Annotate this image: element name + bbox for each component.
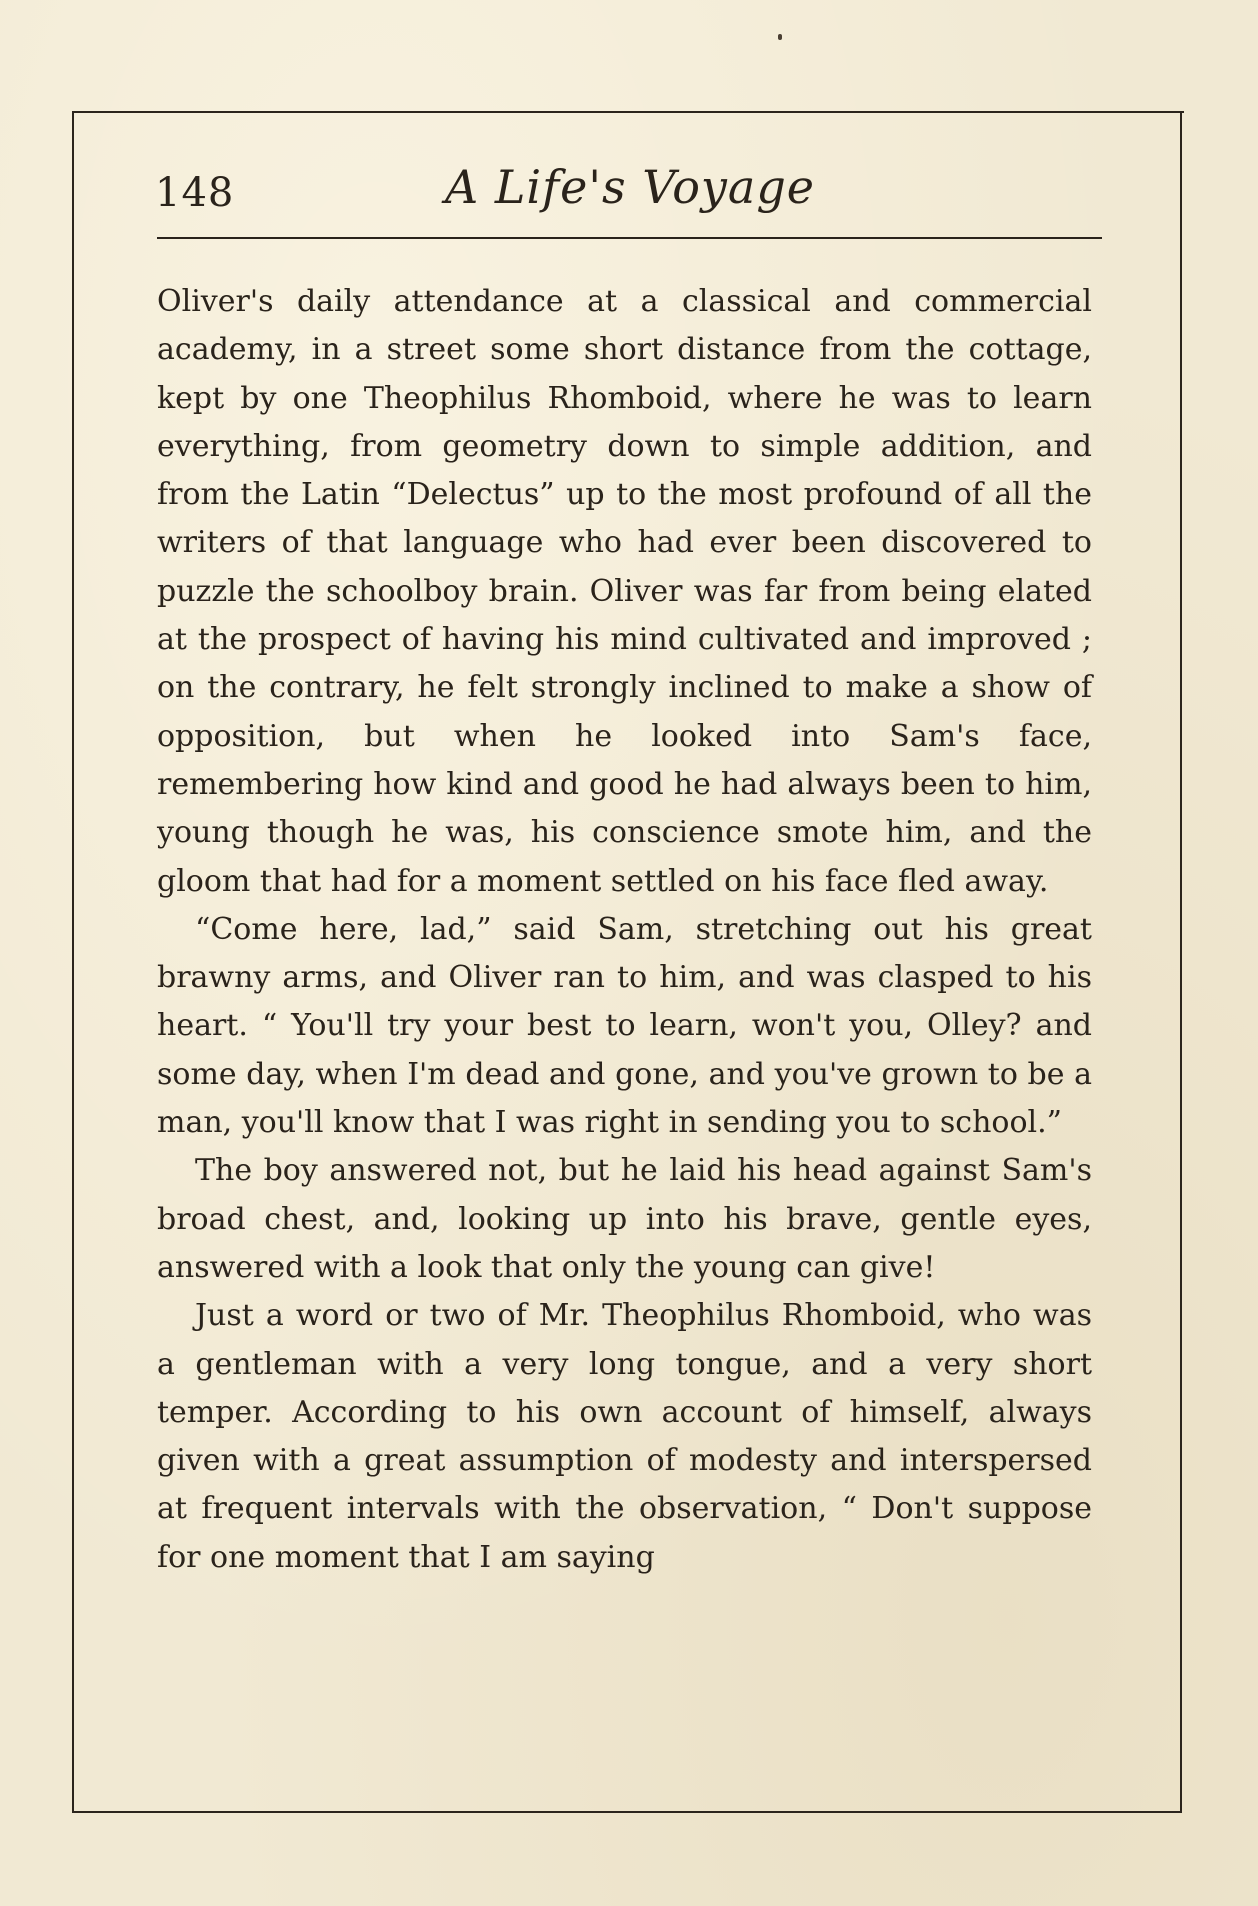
header-rule: [157, 237, 1102, 239]
ink-speck: [778, 34, 782, 40]
running-title: A Life's Voyage: [445, 160, 815, 214]
page-border-bottom: [72, 1811, 1182, 1813]
page-number: 148: [155, 170, 235, 216]
paragraph: The boy answered not, but he laid his head against Sam's broad chest, and, looking up into his brave, gentle eyes, answered with a look that only the young can give!: [157, 1153, 1092, 1285]
page-border-left: [72, 111, 74, 1811]
paragraph: Oliver's daily attendance at a classical and commercial academy, in a street some short distance from the cottage, kept by one Theophilus Rhomboid, where he was to learn everything, from geometry down to simple addition, and from the Latin “Delectus” up to the most profound of all the writers of that language who had ever been discovered to puzzle the schoolboy brain. Oliver was far from being elated at the prospect of having his mind cultivated and improved ; on the contrary, he felt strongly inclined to make a show of opposition, but when he looked into Sam's face, remembering how kind and good he had always been to him, young though he was, his conscience smote him, and the gloom that had for a moment settled on his face fled away.: [157, 284, 1092, 899]
paragraph: “Come here, lad,” said Sam, stretching out his great brawny arms, and Oliver ran to him, and was clasped to his heart. “ You'll try your best to learn, won't you, Olley? and some day, when I'm dead and gone, and you've grown to be a man, you'll know that I was right in sending you to school.”: [157, 911, 1092, 1141]
page-border-right: [1180, 111, 1182, 1811]
paragraph: Just a word or two of Mr. Theophilus Rhomboid, who was a gentleman with a very long tongue, and a very short temper. According to his own account of himself, always given with a great assumption of modesty and interspersed at frequent intervals with the observation, “ Don't suppose for one moment that I am saying: [157, 1298, 1092, 1575]
page-border-top: [72, 111, 1184, 113]
body-text: [157, 278, 1092, 1582]
page-header: [155, 160, 1100, 230]
